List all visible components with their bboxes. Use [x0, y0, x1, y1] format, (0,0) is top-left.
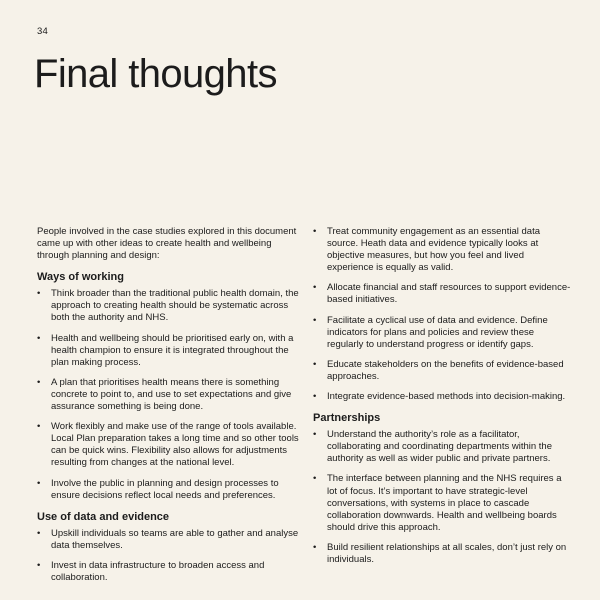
list-item: • Treat community engagement as an essential data source. Heath data and evidence typically looks at objective measures, but how you feel and lived experience is equally as valid. [313, 226, 571, 274]
section-heading-ways-of-working: Ways of working [37, 271, 124, 284]
page-number: 34 [37, 26, 48, 37]
list-item: • Facilitate a cyclical use of data and evidence. Define indicators for plans and policies and review these regularly to understand progress or identify gaps. [313, 315, 571, 351]
list-item: • Invest in data infrastructure to broaden access and collaboration. [37, 560, 299, 584]
data-and-evidence-list-part-2 [313, 226, 571, 403]
ways-of-working-list [37, 288, 299, 501]
partnerships-list [313, 429, 571, 566]
list-item: • Educate stakeholders on the benefits of evidence-based approaches. [313, 359, 571, 383]
list-item: • Build resilient relationships at all scales, don’t just rely on individuals. [313, 542, 571, 566]
list-item: • Involve the public in planning and design processes to ensure decisions reflect local needs and preferences. [37, 478, 299, 502]
list-item: • Work flexibly and make use of the range of tools available. Local Plan preparation takes a long time and so other tools can be quick wins. Flexibility also allows for adjustments resulting from changes at the national level. [37, 421, 299, 469]
list-item: • Upskill individuals so teams are able to gather and analyse data themselves. [37, 528, 299, 552]
list-item: • Think broader than the traditional public health domain, the approach to creating health should be systematic across both the authority and NHS. [37, 288, 299, 324]
section-heading-data-and-evidence: Use of data and evidence [37, 510, 170, 523]
list-item: • Understand the authority’s role as a facilitator, collaborating and coordinating departments within the authority as well as wider public and private partners. [313, 429, 571, 465]
intro-paragraph: People involved in the case studies explored in this document came up with other ideas to create health and wellbeing through planning and design: [37, 226, 297, 262]
section-heading-partnerships: Partnerships [313, 412, 381, 425]
list-item: • Health and wellbeing should be prioritised early on, with a health champion to ensure it is integrated throughout the plan making process. [37, 333, 299, 369]
list-item: • A plan that prioritises health means there is something concrete to point to, and use to set expectations and give assurance something is being done. [37, 377, 299, 413]
list-item: • Integrate evidence-based methods into decision-making. [313, 391, 571, 403]
page-title: Final thoughts [34, 52, 277, 96]
list-item: • Allocate financial and staff resources to support evidence-based initiatives. [313, 282, 571, 306]
data-and-evidence-list-part-1 [37, 528, 299, 584]
left-column [37, 226, 299, 592]
right-column [313, 226, 571, 574]
list-item: • The interface between planning and the NHS requires a lot of focus. It’s important to have strategic-level conversations, with systems in place to cascade collaboration downwards. Health and wellbeing boards should drive this approach. [313, 473, 571, 533]
